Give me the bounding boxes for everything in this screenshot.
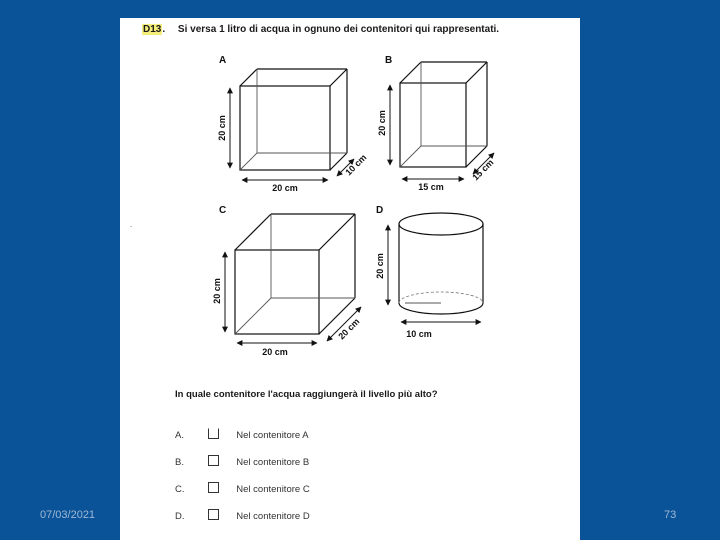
question-id: D13: [143, 24, 162, 35]
option-b-checkbox[interactable]: [208, 455, 219, 466]
option-d-text: Nel contenitore D: [236, 511, 310, 522]
document-page: [120, 18, 580, 540]
option-a[interactable]: [175, 428, 309, 441]
slide-page-number: 73: [664, 509, 677, 521]
container-b-height: 20 cm: [377, 110, 387, 136]
container-c-height: 20 cm: [212, 278, 222, 304]
option-b[interactable]: [175, 455, 309, 468]
container-b-width: 15 cm: [418, 182, 444, 192]
option-b-letter: B.: [175, 457, 184, 468]
option-d[interactable]: [175, 509, 310, 522]
container-a: [217, 55, 368, 193]
container-a-depth: 10 cm: [343, 152, 369, 178]
container-d-label: D: [376, 205, 384, 216]
option-b-text: Nel contenitore B: [236, 457, 310, 468]
container-b-depth: 15 cm: [470, 157, 496, 183]
slide-date: 07/03/2021: [40, 509, 96, 521]
container-d-diameter: 10 cm: [406, 329, 432, 339]
option-c-letter: C.: [175, 484, 185, 495]
option-d-letter: D.: [175, 511, 185, 522]
container-c-width: 20 cm: [262, 347, 288, 357]
question-id-suffix: .: [162, 24, 166, 35]
option-d-checkbox[interactable]: [208, 509, 219, 520]
stray-mark: .: [130, 220, 133, 229]
question-ask: In quale contenitore l'acqua raggiungerà il livello più alto?: [175, 389, 438, 400]
containers-figure: [120, 18, 580, 378]
container-c: [212, 205, 361, 357]
container-a-width: 20 cm: [272, 183, 298, 193]
question-prompt: Si versa 1 litro di acqua in ognuno dei contenitori qui rappresentati.: [177, 24, 500, 35]
option-a-checkbox[interactable]: [208, 428, 219, 439]
container-d: [375, 205, 483, 339]
option-c-checkbox[interactable]: [208, 482, 219, 493]
option-a-letter: A.: [175, 430, 184, 441]
container-b: [377, 55, 495, 192]
option-a-text: Nel contenitore A: [236, 430, 309, 441]
container-a-label: A: [219, 55, 227, 66]
container-a-height: 20 cm: [217, 115, 227, 141]
container-c-label: C: [219, 205, 227, 216]
container-d-height: 20 cm: [375, 253, 385, 279]
container-b-label: B: [385, 55, 393, 66]
option-c[interactable]: [175, 482, 310, 495]
container-c-depth: 20 cm: [336, 316, 362, 342]
option-c-text: Nel contenitore C: [236, 484, 310, 495]
